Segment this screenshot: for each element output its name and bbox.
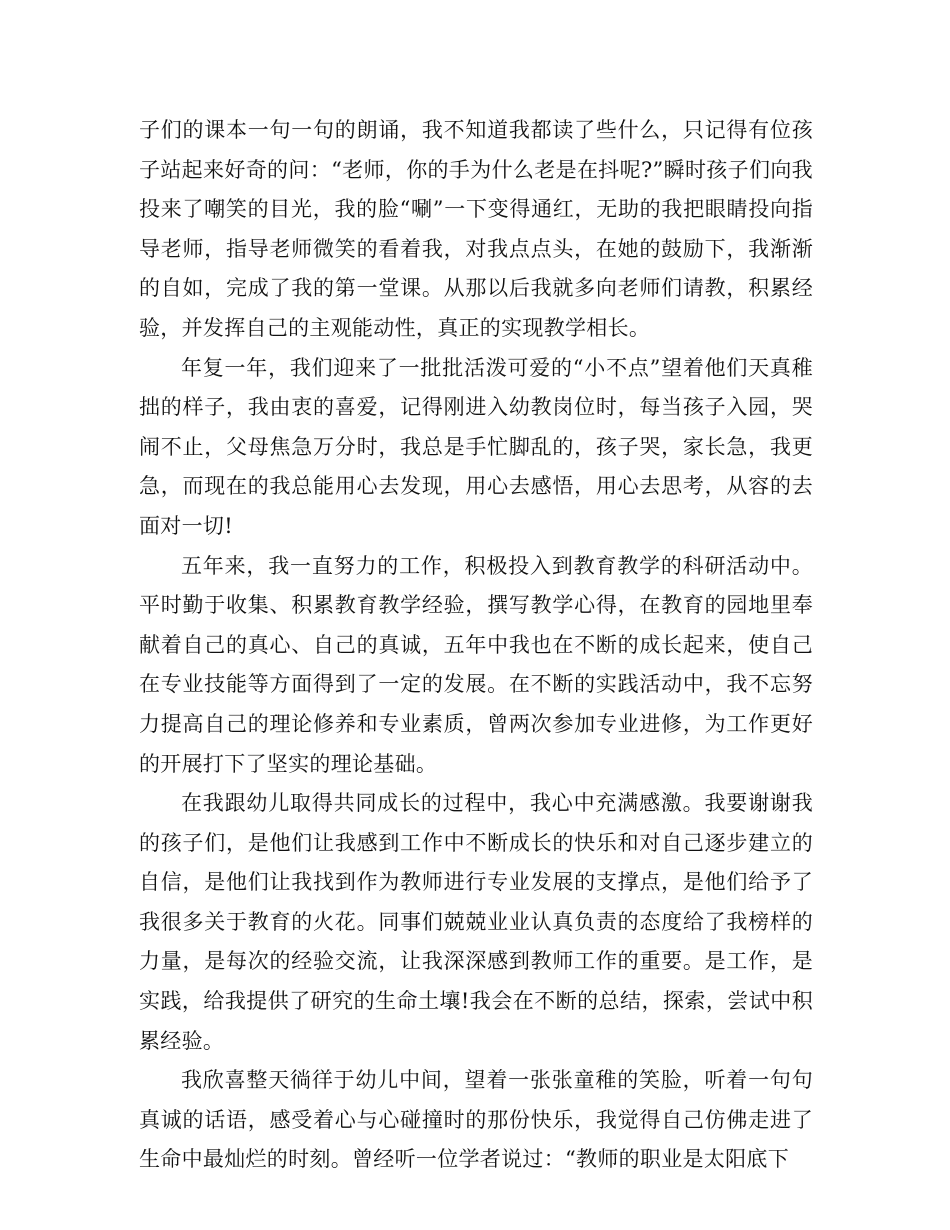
paragraph-2: 年复一年，我们迎来了一批批活泼可爱的“小不点”望着他们天真稚拙的样子，我由衷的喜爱，记得刚进入幼教岗位时，每当孩子入园，哭闹不止，父母焦急万分时，我总是手忙脚乱的，孩子哭，家长急，我更急，而现在的我总能用心去发现，用心去感悟，用心去思考，从容的去面对一切! — [139, 355, 813, 538]
paragraph-1: 子们的课本一句一句的朗诵，我不知道我都读了些什么，只记得有位孩子站起来好奇的问：“老师，你的手为什么老是在抖呢?”瞬时孩子们向我投来了嘲笑的目光，我的脸“唰”一下变得通红，无助的我把眼睛投向指导老师，指导老师微笑的看着我，对我点点头，在她的鼓励下，我渐渐的自如，完成了我的第一堂课。从那以后我就多向老师们请教，积累经验，并发挥自己的主观能动性，真正的实现教学相长。 — [139, 118, 813, 340]
paragraph-3: 五年来，我一直努力的工作，积极投入到教育教学的科研活动中。平时勤于收集、积累教育教学经验，撰写教学心得，在教育的园地里奉献着自己的真心、自己的真诚，五年中我也在不断的成长起来，使自己在专业技能等方面得到了一定的发展。在不断的实践活动中，我不忘努力提高自己的理论修养和专业素质，曾两次参加专业进修，为工作更好的开展打下了坚实的理论基础。 — [139, 553, 813, 776]
paragraph-5: 我欣喜整天徜徉于幼儿中间，望着一张张童稚的笑脸，听着一句句真诚的话语，感受着心与心碰撞时的那份快乐，我觉得自己仿佛走进了生命中最灿烂的时刻。曾经听一位学者说过：“教师的职业是太阳底下 — [139, 1068, 813, 1172]
document-page — [139, 111, 813, 1180]
paragraph-4: 在我跟幼儿取得共同成长的过程中，我心中充满感激。我要谢谢我的孩子们，是他们让我感到工作中不断成长的快乐和对自己逐步建立的自信，是他们让我找到作为教师进行专业发展的支撑点，是他们给予了我很多关于教育的火花。同事们兢兢业业认真负责的态度给了我榜样的力量，是每次的经验交流，让我深深感到教师工作的重要。是工作，是实践，给我提供了研究的生命土壤!我会在不断的总结，探索，尝试中积累经验。 — [139, 791, 813, 1053]
